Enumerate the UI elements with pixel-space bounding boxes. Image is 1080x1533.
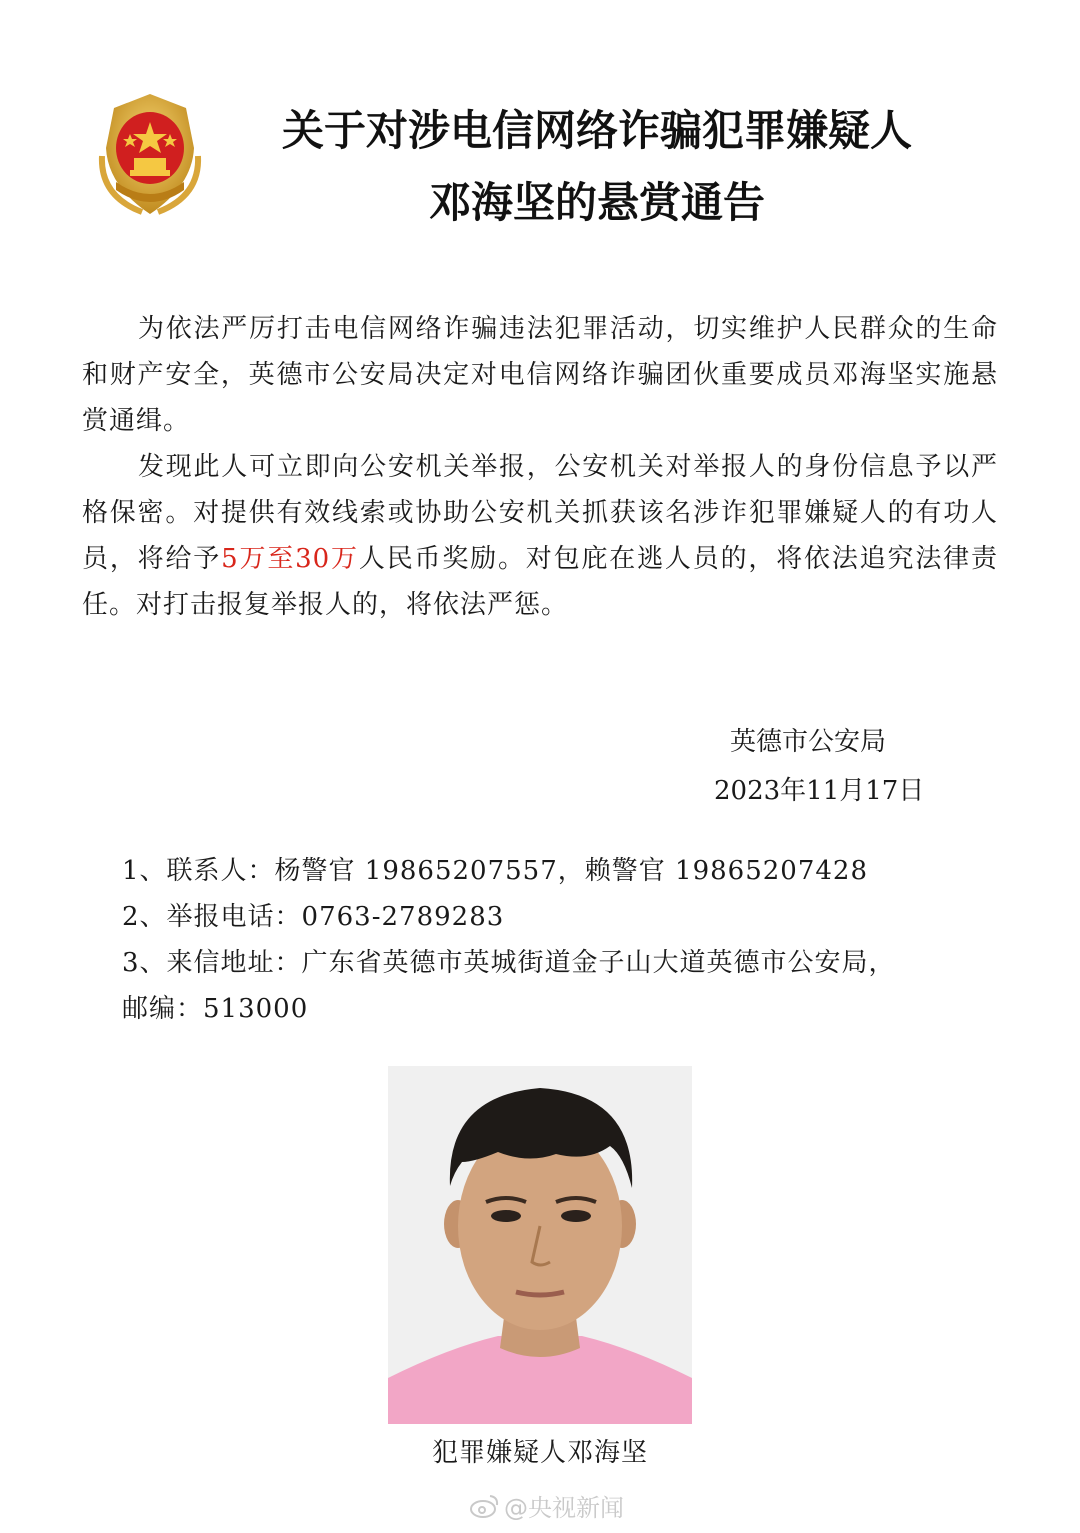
page-title-line2: 邓海坚的悬赏通告 [428, 178, 765, 227]
police-emblem-icon [82, 86, 218, 222]
issue-date: 2023年11月17日 [714, 776, 925, 806]
paragraph-2-text-before: 发现此人可立即向公安机关举报，公安机关对举报人的身份信息予以严格保密。对提供有效线索或协助公安机关抓获该名涉诈犯罪嫌疑人的有功人员，将给予 [82, 452, 998, 574]
source-watermark [470, 1488, 624, 1523]
contact-info [122, 848, 1002, 1032]
suspect-photo [388, 1066, 692, 1424]
postal-code: 邮编：513000 [122, 994, 309, 1024]
notice-paragraph-2 [82, 444, 998, 628]
notice-body [82, 306, 998, 628]
photo-caption: 犯罪嫌疑人邓海坚 [431, 1438, 648, 1468]
page-title-line1: 关于对涉电信网络诈骗犯罪嫌疑人 [281, 106, 912, 155]
report-phone: 2、举报电话：0763-2789283 [122, 902, 505, 932]
weibo-icon [470, 1493, 500, 1519]
notice-paragraph-1: 为依法严厉打击电信网络诈骗违法犯罪活动，切实维护人民群众的生命和财产安全，英德市公安局决定对电信网络诈骗团伙重要成员邓海坚实施悬赏通缉。 [82, 314, 998, 436]
watermark-text: @央视新闻 [504, 1494, 624, 1522]
reward-amount: 5万至30万 [221, 544, 359, 574]
mailing-address: 3、来信地址：广东省英德市英城街道金子山大道英德市公安局， [122, 948, 896, 978]
paragraph-2-text-after: 人民币奖励。对包庇在逃人员的，将依法追究法律责任。对打击报复举报人的，将依法严惩。 [82, 544, 998, 620]
contact-persons: 1、联系人：杨警官 19865207557，赖警官 19865207428 [122, 856, 868, 886]
issuer-name: 英德市公安局 [730, 727, 887, 757]
